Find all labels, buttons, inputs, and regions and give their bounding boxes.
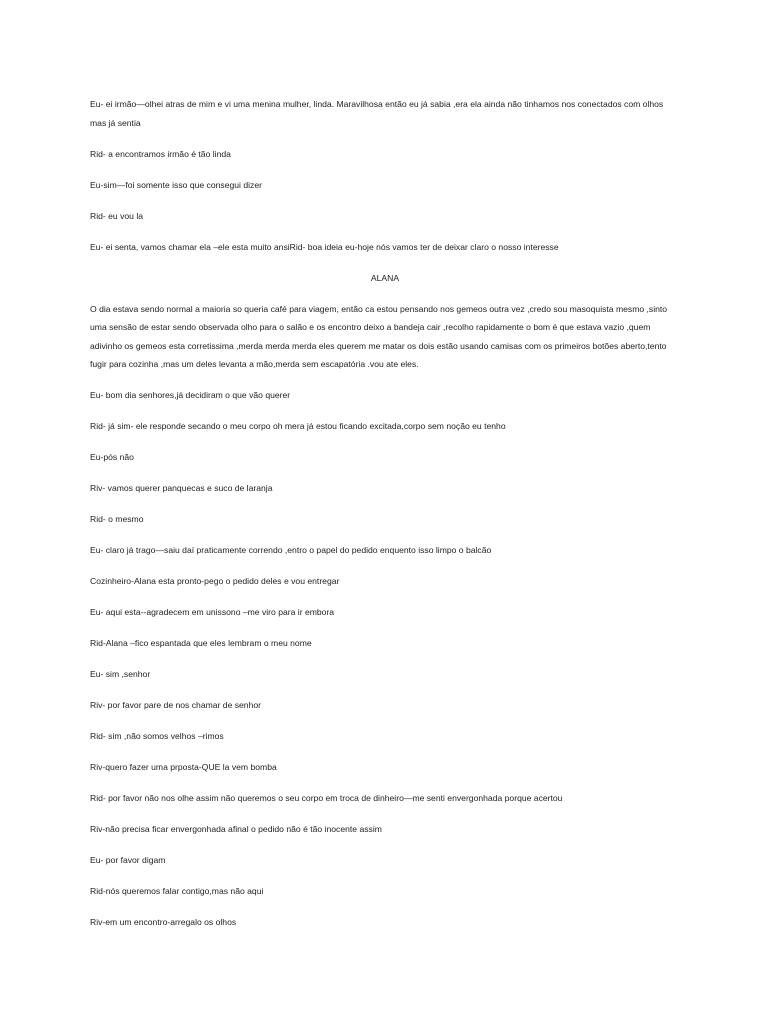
paragraph: Eu- bom dia senhores,já decidiram o que vão querer	[90, 390, 291, 400]
paragraph: Eu- claro já trago—saiu daí praticamente correndo ,entro o papel do pedido enquento isso limpo o balcão	[90, 545, 492, 555]
paragraph: Rid- a encontramos irmão é tão linda	[90, 148, 231, 159]
paragraph: Eu-sim—foi somente isso que consegui dizer	[90, 179, 262, 190]
paragraph: Rid- por favor não nos olhe assim não queremos o seu corpo em troca de dinheiro—me senti envergonhada porque acertou	[90, 793, 563, 803]
paragraph: Rid-Alana –fico espantada que eles lembram o meu nome	[90, 638, 312, 648]
paragraph: Eu- por favor digam	[90, 855, 166, 865]
paragraph: Cozinheiro-Alana esta pronto-pego o pedido deles e vou entregar	[90, 576, 340, 586]
paragraph: Eu- ei senta, vamos chamar ela –ele esta muito ansiRid- boa ideia eu-hoje nós vamos ter de deixar claro o nosso interesse	[90, 241, 559, 252]
paragraph: Eu- aqui esta--agradecem em unissono –me viro para ir embora	[90, 607, 335, 617]
paragraph: Riv-em um encontro-arregalo os olhos	[90, 917, 237, 927]
paragraph: Riv- por favor pare de nos chamar de senhor	[90, 700, 262, 710]
paragraph: Rid- sim ,não somos velhos –rimos	[90, 731, 224, 741]
paragraph: Eu- ei irmão—olhei atras de mim e vi uma menina mulher, linda. Maravilhosa então eu já sabia ,era ela ainda não tinhamos nos conectados com olhos mas já sentia	[90, 99, 664, 128]
paragraph: Rid- o mesmo	[90, 514, 144, 524]
document-page	[90, 95, 680, 944]
paragraph: Rid-nós queremos falar contigo,mas não aqui	[90, 886, 264, 896]
chapter-heading: ALANA	[370, 272, 400, 283]
paragraph: Riv- vamos querer panquecas e suco de laranja	[90, 483, 273, 493]
paragraph: Rid- eu vou la	[90, 210, 144, 221]
paragraph: Rid- já sim- ele responde secando o meu corpo oh mera já estou ficando excitada,corpo sem noção eu tenho	[90, 421, 506, 431]
paragraph: O dia estava sendo normal a maioria so queria café para viagem, então ca estou pensando nos gemeos outra vez ,credo sou masoquista mesmo ,sinto uma sensão de estar sendo observada olho para o salão e os encontro deixo a bandeja cair ,recolho rapidamente o bom é que estava vazio ,quem adivinho os gemeos esta corretissima ,merda merda merda eles querem me matar os dois estão usando camisas com os primeiros botões aberto,tento fugir para cozinha ,mas um deles levanta a mão,merda sem escapatória .vou ate eles.	[90, 303, 668, 369]
paragraph: Riv-quero fazer uma prposta-QUE la vem bomba	[90, 762, 277, 772]
paragraph: Eu-pós não	[90, 452, 134, 462]
paragraph: Eu- sim ,senhor	[90, 669, 151, 679]
paragraph: Riv-não precisa ficar envergonhada afinal o pedido não é tão inocente assim	[90, 824, 382, 834]
